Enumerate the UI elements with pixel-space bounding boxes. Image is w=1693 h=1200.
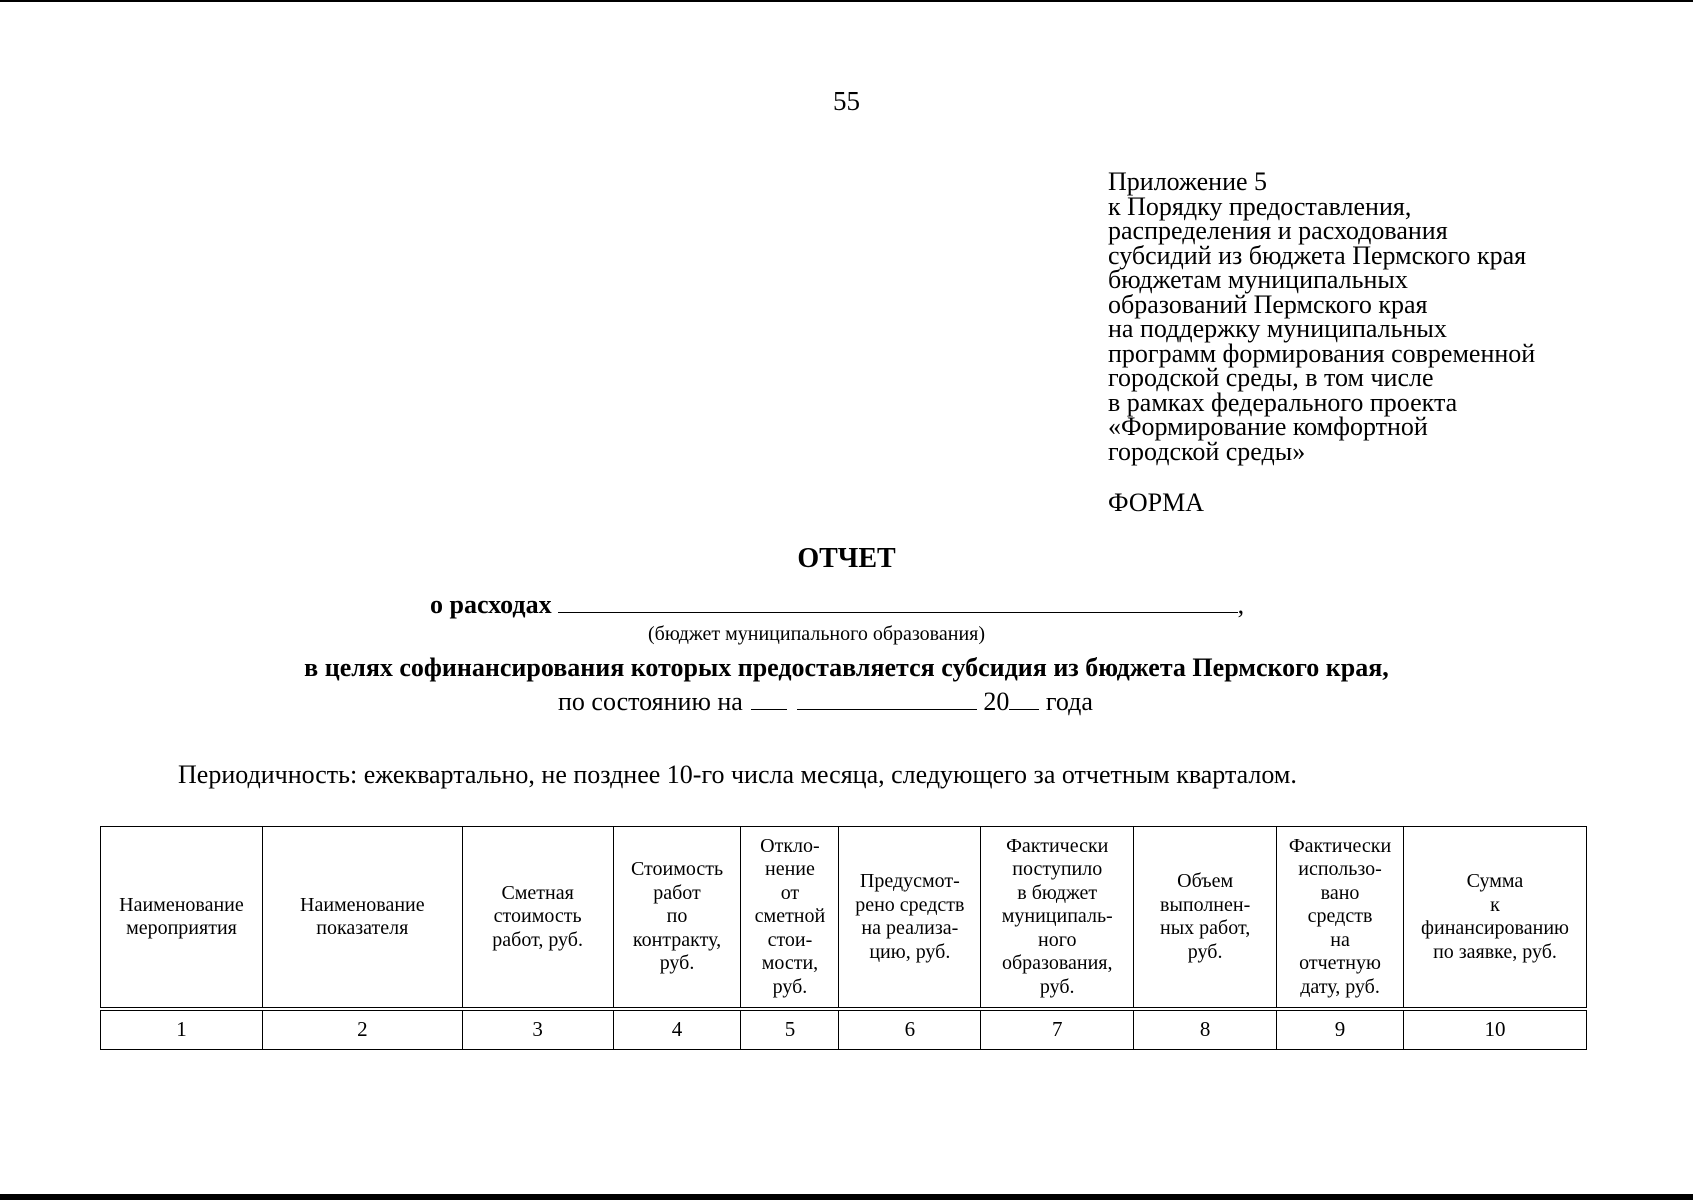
column-number-cell: 8 [1134, 1009, 1277, 1050]
appendix-block [1108, 167, 1536, 466]
expenses-prefix: о расходах [430, 590, 552, 619]
day-blank-field[interactable] [751, 689, 787, 710]
column-number-cell: 1 [101, 1009, 263, 1050]
form-label: ФОРМА [1108, 488, 1204, 517]
column-number-cell: 2 [262, 1009, 462, 1050]
month-blank-field[interactable] [797, 689, 977, 710]
header-estimated-cost: Сметная стоимость работ, руб. [462, 827, 613, 1010]
appendix-line: распределения и расходования [1108, 216, 1448, 245]
year-blank-field[interactable] [1009, 689, 1039, 710]
column-number-cell: 5 [741, 1009, 839, 1050]
table-header-row [101, 827, 1587, 1010]
year-suffix: года [1045, 687, 1093, 716]
appendix-line: образований Пермского края [1108, 289, 1428, 319]
table-row [101, 1009, 1587, 1050]
appendix-line: «Формирование комфортной [1108, 412, 1428, 441]
year-prefix: 20 [983, 687, 1010, 716]
header-used-funds: Фактически использо- вано средств на отчетную дату, руб. [1277, 827, 1404, 1010]
header-planned-funds: Предусмот- рено средств на реализа- цию, руб. [839, 827, 981, 1010]
appendix-line: бюджетам муниципальных [1108, 265, 1408, 294]
header-financing-amount: Сумма к финансированию по заявке, руб. [1404, 827, 1587, 1010]
column-number-cell: 9 [1277, 1009, 1404, 1050]
header-received-funds: Фактически поступило в бюджет муниципаль- ного образования, руб. [981, 827, 1134, 1010]
appendix-line: к Порядку предоставления, [1108, 191, 1412, 221]
column-number-cell: 10 [1404, 1009, 1587, 1050]
appendix-line: городской среды, в том числе [1108, 363, 1434, 392]
header-deviation: Откло- нение от сметной стои- мости, руб. [741, 827, 839, 1010]
expenses-comma: , [1237, 590, 1245, 619]
appendix-line: Приложение 5 [1108, 167, 1268, 196]
column-number-cell: 7 [981, 1009, 1134, 1050]
scan-bottom-edge [0, 1194, 1693, 1200]
report-title: ОТЧЕТ [797, 543, 896, 574]
report-table [100, 826, 1587, 1050]
header-work-volume: Объем выполнен- ных работ, руб. [1134, 827, 1277, 1010]
scan-top-edge [0, 0, 1693, 2]
purpose-line: в целях софинансирования которых предоставляется субсидия из бюджета Пермского края, [304, 653, 1389, 682]
column-number-cell: 6 [839, 1009, 981, 1050]
column-number-cell: 3 [462, 1009, 613, 1050]
header-contract-cost: Стоимость работ по контракту, руб. [613, 827, 741, 1010]
appendix-line: на поддержку муниципальных [1108, 314, 1447, 343]
appendix-line: программ формирования современной [1108, 338, 1536, 368]
appendix-line: в рамках федерального проекта [1108, 387, 1458, 417]
budget-blank-field[interactable] [558, 590, 1238, 613]
page-number: 55 [833, 86, 860, 116]
header-event-name: Наименование мероприятия [101, 827, 263, 1010]
appendix-line: субсидий из бюджета Пермского края [1108, 240, 1527, 270]
column-number-cell: 4 [613, 1009, 741, 1050]
appendix-line: городской среды» [1108, 436, 1306, 466]
as-of-prefix: по состоянию на [558, 687, 743, 716]
header-indicator-name: Наименование показателя [262, 827, 462, 1010]
periodicity-text: Периодичность: ежеквартально, не позднее 10-го числа месяца, следующего за отчетным кварталом. [178, 760, 1297, 789]
expenses-line [430, 590, 1244, 620]
budget-hint: (бюджет муниципального образования) [648, 623, 986, 645]
as-of-line [558, 687, 1093, 717]
